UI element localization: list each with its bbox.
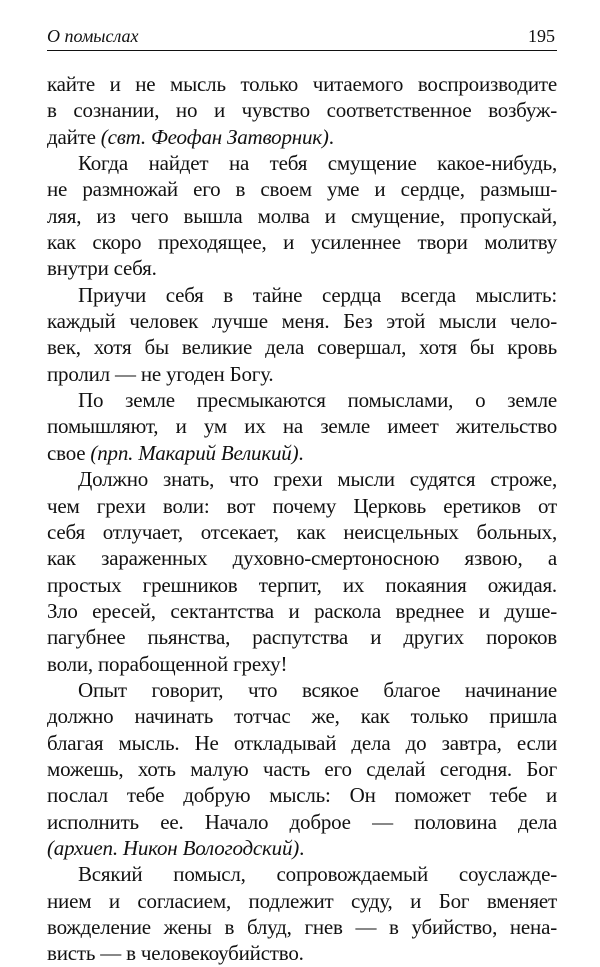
line-text: не размножай его в своем уме и сердце, размыш- xyxy=(47,177,557,202)
paragraph xyxy=(47,466,557,677)
paragraph xyxy=(47,387,557,466)
text-line xyxy=(47,756,557,782)
line-text: каждый человек лучше меня. Без этой мысли чело- xyxy=(47,309,557,334)
line-text: пролил — не угоден Богу. xyxy=(47,361,274,386)
punctuation: . xyxy=(328,124,334,149)
line-text: простых грешников терпит, их покаяния ожидая. xyxy=(47,572,557,597)
text-line xyxy=(47,413,557,439)
line-text: внутри себя. xyxy=(47,256,157,281)
text-line xyxy=(47,703,557,729)
line-text: нием и согласием, подлежит суду, и Бог вменяет xyxy=(47,888,557,913)
paragraph xyxy=(47,71,557,150)
line-text: Опыт говорит, что всякое благое начинание xyxy=(78,677,557,702)
text-line xyxy=(47,782,557,808)
body-text xyxy=(47,71,557,967)
line-text: Приучи себя в тайне сердца всегда мыслить: xyxy=(78,282,557,307)
text-line xyxy=(47,545,557,571)
punctuation: . xyxy=(298,440,304,465)
text-line xyxy=(47,176,557,202)
line-text: себя отлучает, отсекает, как неисцельных больных, xyxy=(47,519,557,544)
line-text: можешь, хоть малую часть его сделай сегодня. Бог xyxy=(47,756,557,781)
line-text: помышляют, и ум их на земле имеет жительство xyxy=(47,414,557,439)
paragraph xyxy=(47,282,557,387)
running-head-title: О помыслах xyxy=(47,26,139,46)
line-text: послал тебе добрую мысль: Он поможет тебе и xyxy=(47,783,557,808)
line-text: как зараженных духовно-смертоносною язвою, а xyxy=(47,546,557,571)
text-line xyxy=(47,387,557,413)
text-line xyxy=(47,519,557,545)
punctuation: . xyxy=(299,835,305,860)
line-text: Зло ересей, сектантства и раскола вреднее и душе- xyxy=(47,598,557,623)
line-text: кайте и не мысль только читаемого воспроизводите xyxy=(47,72,557,96)
text-line xyxy=(47,651,557,677)
citation: (архиеп. Никон Вологодский) xyxy=(47,835,300,860)
line-text: Когда найдет на тебя смущение какое-нибудь, xyxy=(78,151,557,176)
paragraph xyxy=(47,677,557,861)
text-line xyxy=(47,598,557,624)
paragraph xyxy=(47,150,557,282)
text-line xyxy=(47,150,557,176)
line-text: висть — в человекоубийство. xyxy=(47,941,304,966)
text-line xyxy=(47,677,557,703)
line-text: свое xyxy=(47,440,91,465)
text-line xyxy=(47,888,557,914)
line-text: чем грехи воли: вот почему Церковь еретиков от xyxy=(47,493,557,518)
line-text: век, хотя бы великие дела совершал, хотя бы кровь xyxy=(47,335,557,360)
text-line xyxy=(47,71,557,97)
line-text: исполнить ее. Начало доброе — половина дела xyxy=(47,809,557,834)
line-text: благая мысль. Не откладывай дела до завтра, если xyxy=(47,730,557,755)
page-number: 195 xyxy=(528,26,555,46)
text-line xyxy=(47,861,557,887)
text-line xyxy=(47,440,557,466)
text-line xyxy=(47,255,557,281)
line-text: вожделение жены в блуд, гнев — в убийство, нена- xyxy=(47,915,557,939)
line-text: как скоро преходящее, и усиленнее твори молитву xyxy=(47,230,557,255)
text-line xyxy=(47,940,557,966)
text-line xyxy=(47,282,557,308)
text-line xyxy=(47,203,557,229)
text-line xyxy=(47,572,557,598)
text-line xyxy=(47,914,557,940)
text-line xyxy=(47,361,557,387)
text-line xyxy=(47,730,557,756)
text-line xyxy=(47,466,557,492)
line-text: воли, порабощенной греху! xyxy=(47,651,288,676)
line-text: должно начинать тотчас же, как только пришла xyxy=(47,704,557,729)
line-text: в сознании, но и чувство соответственное возбуж- xyxy=(47,98,557,123)
text-line xyxy=(47,124,557,150)
line-text: дайте xyxy=(47,124,101,149)
citation: (прп. Макарий Великий) xyxy=(90,440,299,465)
text-line xyxy=(47,624,557,650)
text-line xyxy=(47,809,557,835)
line-text: ляя, из чего вышла молва и смущение, пропускай, xyxy=(47,203,557,228)
running-head xyxy=(47,20,557,51)
text-line xyxy=(47,334,557,360)
paragraph xyxy=(47,861,557,966)
text-line xyxy=(47,229,557,255)
text-line xyxy=(47,97,557,123)
text-line xyxy=(47,493,557,519)
text-line xyxy=(47,308,557,334)
citation: (свт. Феофан Затворник) xyxy=(100,124,329,149)
line-text: Должно знать, что грехи мысли судятся строже, xyxy=(78,467,557,492)
text-line xyxy=(47,835,557,861)
line-text: По земле пресмыкаются помыслами, о земле xyxy=(78,388,557,413)
line-text: Всякий помысл, сопровождаемый соуслажде- xyxy=(78,862,557,887)
line-text: пагубнее пьянства, распутства и других пороков xyxy=(47,625,557,650)
